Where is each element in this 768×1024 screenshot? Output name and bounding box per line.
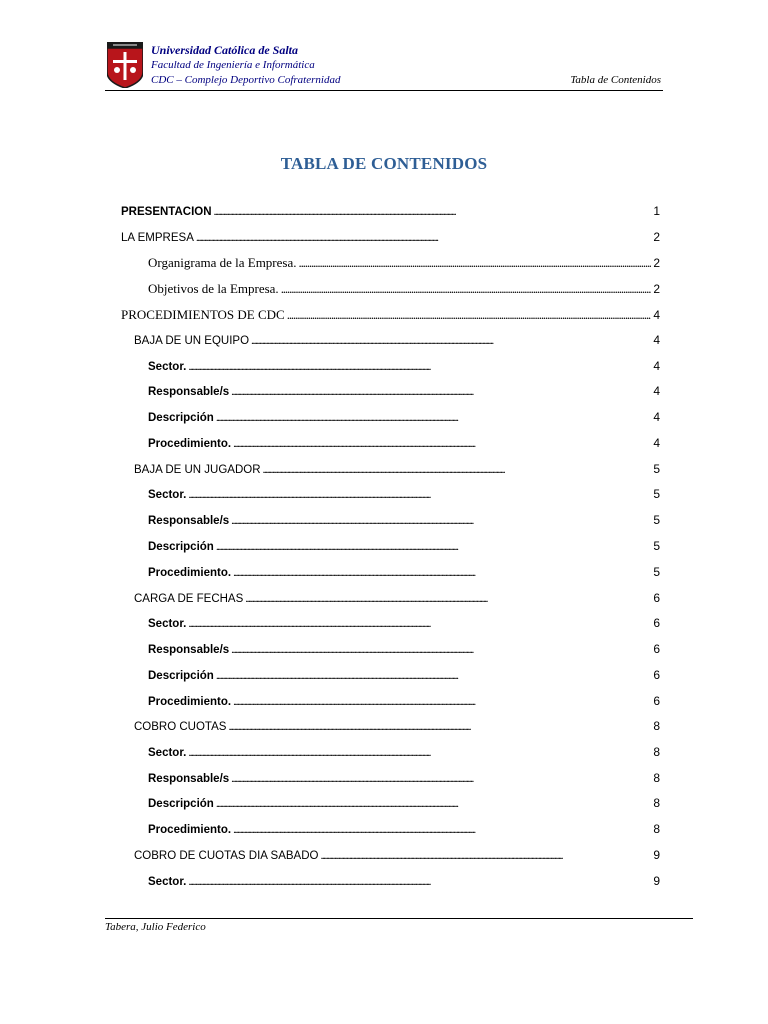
toc-entry-page: 6 — [653, 668, 660, 682]
toc-entry-page: 9 — [653, 848, 660, 862]
toc-entry-page: 4 — [653, 384, 660, 398]
toc-dot-leader — [251, 335, 651, 347]
toc-entry[interactable] — [148, 539, 660, 553]
toc-entry-page: 6 — [653, 694, 660, 708]
toc-dot-leader — [216, 412, 651, 424]
toc-entry-page: 2 — [653, 230, 660, 244]
toc-entry[interactable] — [134, 848, 660, 862]
toc-dot-leader — [320, 850, 651, 862]
toc-entry[interactable] — [148, 822, 660, 836]
toc-dot-leader — [216, 670, 651, 682]
toc-entry-label: BAJA DE UN JUGADOR — [134, 464, 261, 476]
toc-entry-label: Responsable/s — [148, 515, 230, 527]
toc-entry[interactable] — [148, 565, 660, 579]
toc-entry-label: PRESENTACION — [121, 206, 212, 218]
toc-entry-page: 8 — [653, 796, 660, 810]
toc-dot-leader — [231, 773, 651, 785]
toc-entry-label: LA EMPRESA — [121, 232, 194, 244]
toc-entry-label: CARGA DE FECHAS — [134, 593, 244, 605]
toc-entry[interactable] — [148, 513, 660, 527]
toc-entry-label: Procedimiento. — [148, 567, 232, 579]
toc-entry-label: Descripción — [148, 541, 214, 553]
toc-entry-page: 6 — [653, 642, 660, 656]
toc-entry[interactable] — [121, 230, 660, 244]
toc-dot-leader — [188, 876, 651, 888]
toc-entry-page: 8 — [653, 719, 660, 733]
page-footer — [105, 918, 693, 933]
toc-entry-label: Responsable/s — [148, 386, 230, 398]
toc-entry[interactable] — [148, 616, 660, 630]
university-name: Universidad Católica de Salta — [151, 43, 298, 57]
toc-entry-page: 5 — [653, 539, 660, 553]
toc-entry-label: Sector. — [148, 489, 187, 501]
toc-entry-label: Objetivos de la Empresa. — [148, 281, 279, 296]
toc-entry-label: Responsable/s — [148, 644, 230, 656]
project-name: CDC – Complejo Deportivo Cofraternidad — [151, 74, 341, 86]
toc-entry[interactable] — [121, 307, 660, 323]
toc-entry-page: 5 — [653, 462, 660, 476]
toc-entry-page: 8 — [653, 745, 660, 759]
toc-entry-label: Procedimiento. — [148, 696, 232, 708]
toc-entry[interactable] — [148, 281, 660, 297]
toc-entry-page: 4 — [653, 410, 660, 424]
toc-entry-page: 4 — [653, 359, 660, 373]
toc-entry-page: 6 — [653, 591, 660, 605]
toc-entry[interactable] — [148, 255, 660, 271]
toc-dot-leader — [231, 386, 651, 398]
toc-entry[interactable] — [148, 487, 660, 501]
toc-entry-page: 4 — [653, 333, 660, 347]
toc-entry[interactable] — [134, 462, 660, 476]
toc-entry-page: 8 — [653, 822, 660, 836]
toc-entry-page: 5 — [653, 565, 660, 579]
toc-entry-page: 5 — [653, 513, 660, 527]
toc-entry[interactable] — [148, 410, 660, 424]
toc-entry-page: 9 — [653, 874, 660, 888]
toc-entry-label: Sector. — [148, 747, 187, 759]
toc-entry-page: 2 — [653, 282, 660, 296]
toc-entry-page: 4 — [653, 308, 660, 322]
toc-entry[interactable] — [134, 591, 660, 605]
toc-dot-leader — [263, 464, 652, 476]
toc-entry-label: Organigrama de la Empresa. — [148, 255, 297, 270]
toc-dot-leader — [188, 618, 651, 630]
toc-dot-leader — [188, 747, 651, 759]
toc-dot-leader — [216, 541, 651, 553]
toc-entry[interactable] — [148, 694, 660, 708]
toc-entry[interactable] — [148, 642, 660, 656]
faculty-name: Facultad de Ingeniería e Informática — [151, 59, 315, 71]
toc-dot-leader — [216, 798, 651, 810]
toc-entry-page: 8 — [653, 771, 660, 785]
toc-entry-label: COBRO DE CUOTAS DIA SABADO — [134, 850, 319, 862]
toc-dot-leader — [196, 232, 651, 244]
toc-entry[interactable] — [148, 745, 660, 759]
section-name: Tabla de Contenidos — [570, 74, 661, 86]
toc-entry-label: Sector. — [148, 618, 187, 630]
toc-entry[interactable] — [148, 668, 660, 682]
toc-entry-label: PROCEDIMIENTOS DE CDC — [121, 307, 285, 322]
toc-dot-leader — [281, 281, 652, 297]
toc-entry-page: 5 — [653, 487, 660, 501]
toc-dot-leader — [188, 489, 651, 501]
toc-entry[interactable] — [121, 204, 660, 218]
toc-entry-label: Sector. — [148, 876, 187, 888]
toc-dot-leader — [228, 721, 651, 733]
toc-entry-label: Descripción — [148, 798, 214, 810]
toc-entry-label: Procedimiento. — [148, 824, 232, 836]
toc-entry[interactable] — [148, 436, 660, 450]
toc-entry-label: Descripción — [148, 412, 214, 424]
toc-entry[interactable] — [134, 333, 660, 347]
toc-dot-leader — [298, 255, 651, 271]
page-title: TABLA DE CONTENIDOS — [280, 154, 488, 173]
toc-entry-page: 2 — [653, 256, 660, 270]
toc-dot-leader — [188, 361, 651, 373]
toc-dot-leader — [233, 438, 651, 450]
toc-entry-label: Descripción — [148, 670, 214, 682]
toc-entry-label: Sector. — [148, 361, 187, 373]
toc-entry-label: Responsable/s — [148, 773, 230, 785]
toc-dot-leader — [231, 515, 651, 527]
toc-entry-page: 4 — [653, 436, 660, 450]
page-header — [105, 40, 663, 91]
toc-entry-page: 1 — [653, 204, 660, 218]
toc-entry-label: COBRO CUOTAS — [134, 721, 227, 733]
toc-entry-label: BAJA DE UN EQUIPO — [134, 335, 250, 347]
toc-entry-page: 6 — [653, 616, 660, 630]
toc-dot-leader — [233, 567, 651, 579]
toc-entry[interactable] — [148, 796, 660, 810]
toc-dot-leader — [233, 824, 651, 836]
footer-author: Tabera, Julio Federico — [105, 921, 206, 933]
toc-entry[interactable] — [134, 719, 660, 733]
toc-entry-label: Procedimiento. — [148, 438, 232, 450]
toc-dot-leader — [233, 696, 651, 708]
toc-entry[interactable] — [148, 384, 660, 398]
toc-dot-leader — [231, 644, 651, 656]
toc-dot-leader — [287, 307, 652, 323]
toc-dot-leader — [245, 593, 651, 605]
university-shield-logo — [107, 42, 143, 88]
toc-dot-leader — [214, 206, 652, 218]
toc-entry[interactable] — [148, 874, 660, 888]
toc-entry[interactable] — [148, 771, 660, 785]
toc-entry[interactable] — [148, 359, 660, 373]
